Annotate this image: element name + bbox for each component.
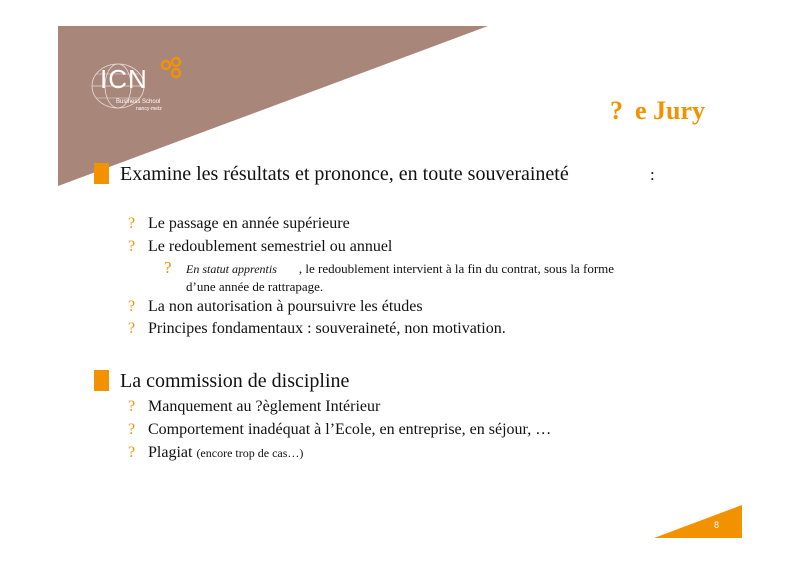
section1-heading: Examine les résultats et prononce, en toute souveraineté: [120, 163, 569, 185]
section-square-icon: [94, 370, 109, 391]
icn-logo: [88, 56, 198, 116]
list-item-note: (encore trop de cas…): [196, 446, 304, 460]
slide-title: [610, 96, 705, 126]
title-marker: ?: [609, 96, 623, 125]
section-square-icon: [94, 163, 109, 184]
list-item: ? Principes fondamentaux : souveraineté, non motivation.: [128, 320, 506, 337]
list-item: ? Le redoublement semestriel ou annuel: [128, 238, 393, 255]
title-text: e Jury: [634, 96, 705, 125]
bullet-marker: ?: [128, 421, 136, 438]
sub-item: [164, 258, 614, 278]
list-item: ? La non autorisation à poursuivre les études: [128, 298, 423, 315]
bullet-marker: ?: [164, 258, 172, 277]
list-item: ? Plagiat (encore trop de cas…): [128, 444, 304, 461]
bullet-marker: ?: [128, 320, 136, 337]
bullet-marker: ?: [128, 238, 136, 255]
bullet-marker: ?: [128, 398, 136, 415]
list-item: ? Manquement au ?èglement Intérieur: [128, 398, 381, 415]
bullet-marker: ?: [128, 298, 136, 315]
list-item: ? Le passage en année supérieure: [128, 215, 350, 232]
sub-item-text: , le redoublement intervient à la fin du contrat, sous la forme: [298, 261, 615, 276]
list-item: ? Comportement inadéquat à l’Ecole, en entreprise, en séjour, …: [128, 421, 552, 438]
footer-corner: [654, 505, 742, 538]
logo-tagline: Business School: [116, 99, 161, 105]
page-number: 8: [714, 520, 720, 530]
section1-heading-colon: :: [650, 165, 655, 184]
logo-name: ICN: [100, 64, 148, 94]
sub-item-continuation: d’une année de rattrapage.: [186, 279, 324, 294]
bullet-marker: ?: [128, 215, 136, 232]
section2-heading: La commission de discipline: [120, 370, 350, 392]
bullet-marker: ?: [128, 444, 136, 461]
logo-tagline-2: nancy·metz: [136, 106, 162, 112]
sub-item-emphasis: En statut apprentis: [186, 262, 277, 276]
